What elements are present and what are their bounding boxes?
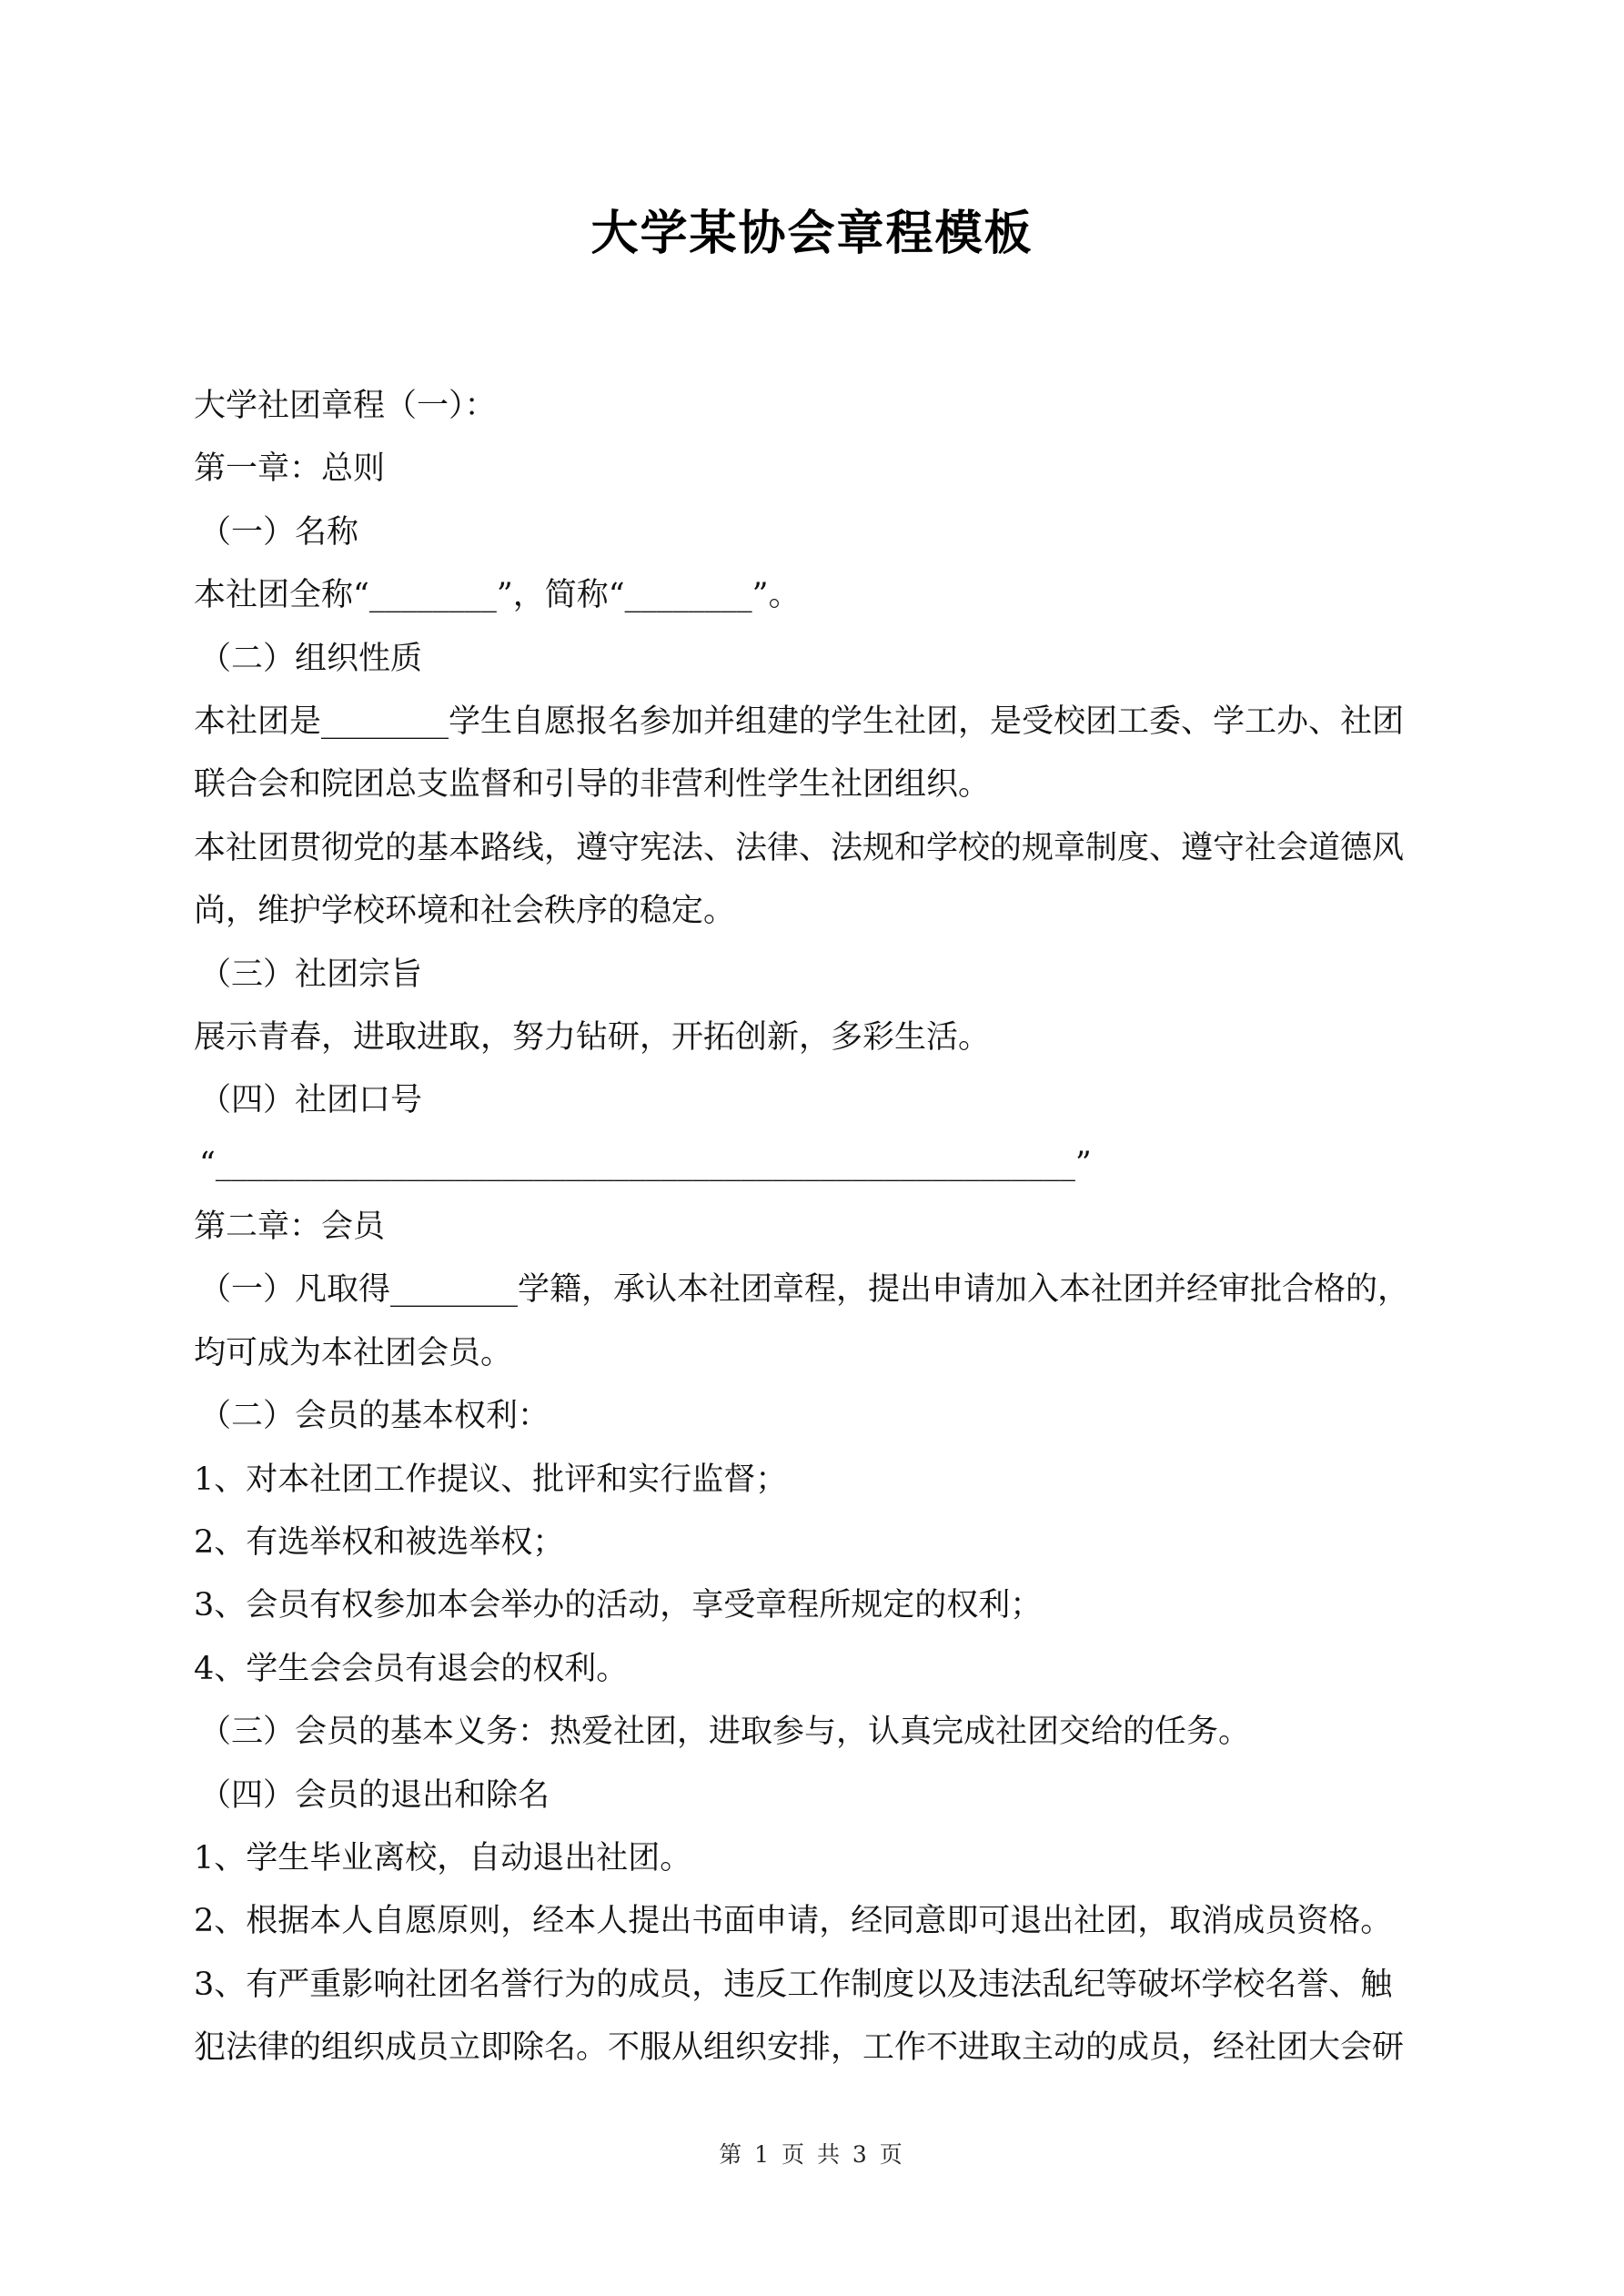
clause-heading: （四）社团口号: [199, 1082, 423, 1119]
list-item: 1、对本社团工作提议、批评和实行监督；: [194, 1461, 788, 1498]
list-item: 2、有选举权和被选举权；: [194, 1524, 565, 1562]
clause-heading: （四）会员的退出和除名: [199, 1776, 550, 1814]
page-number-footer: 第 1 页 共 3 页: [719, 2141, 905, 2168]
section-heading: 大学社团章程（一）：: [194, 388, 497, 424]
clause-heading: （二）会员的基本权利：: [199, 1398, 550, 1435]
list-item: 3、会员有权参加本会举办的活动，享受章程所规定的权利；: [194, 1587, 1043, 1624]
clause-heading: （二）组织性质: [199, 640, 423, 677]
chapter-heading: 第一章：总则: [194, 450, 386, 488]
list-item: 3、有严重影响社团名誉行为的成员，违反工作制度以及违法乱纪等破坏学校名誉、触: [194, 1966, 1393, 2003]
paragraph-line: 本社团贯彻党的基本路线，遵守宪法、法律、法规和学校的规章制度、遵守社会道德风: [194, 829, 1405, 866]
paragraph-line: 展示青春，进取进取，努力钻研，开拓创新，多彩生活。: [194, 1018, 991, 1056]
document-body: [194, 375, 1449, 2080]
paragraph-line: （一）凡取得________学籍，承认本社团章程，提出申请加入本社团并经审批合格的，: [199, 1271, 1410, 1309]
document-title: 大学某协会章程模板: [590, 207, 1034, 261]
slogan-blank-line: “______________________________________________________”: [199, 1145, 1092, 1182]
paragraph-line: 犯法律的组织成员立即除名。不服从组织安排，工作不进取主动的成员，经社团大会研: [194, 2029, 1405, 2067]
list-item: 4、学生会会员有退会的权利。: [194, 1650, 629, 1687]
clause-heading: （一）名称: [199, 513, 359, 551]
chapter-heading: 第二章：会员: [194, 1209, 386, 1246]
paragraph-line: 联合会和院团总支监督和引导的非营利性学生社团组织。: [194, 766, 991, 804]
clause-heading: （三）会员的基本义务：热爱社团，进取参与，认真完成社团交给的任务。: [199, 1714, 1251, 1751]
paragraph-line: 本社团是________学生自愿报名参加并组建的学生社团，是受校团工委、学工办、社团: [194, 703, 1405, 740]
paragraph-line: 本社团全称“________”，简称“________”。: [194, 577, 801, 614]
clause-heading: （三）社团宗旨: [199, 956, 423, 993]
list-item: 1、学生毕业离校，自动退出社团。: [194, 1839, 692, 1876]
list-item: 2、根据本人自愿原则，经本人提出书面申请，经同意即可退出社团，取消成员资格。: [194, 1903, 1393, 1940]
paragraph-line: 均可成为本社团会员。: [194, 1334, 513, 1371]
paragraph-line: 尚，维护学校环境和社会秩序的稳定。: [194, 893, 736, 930]
